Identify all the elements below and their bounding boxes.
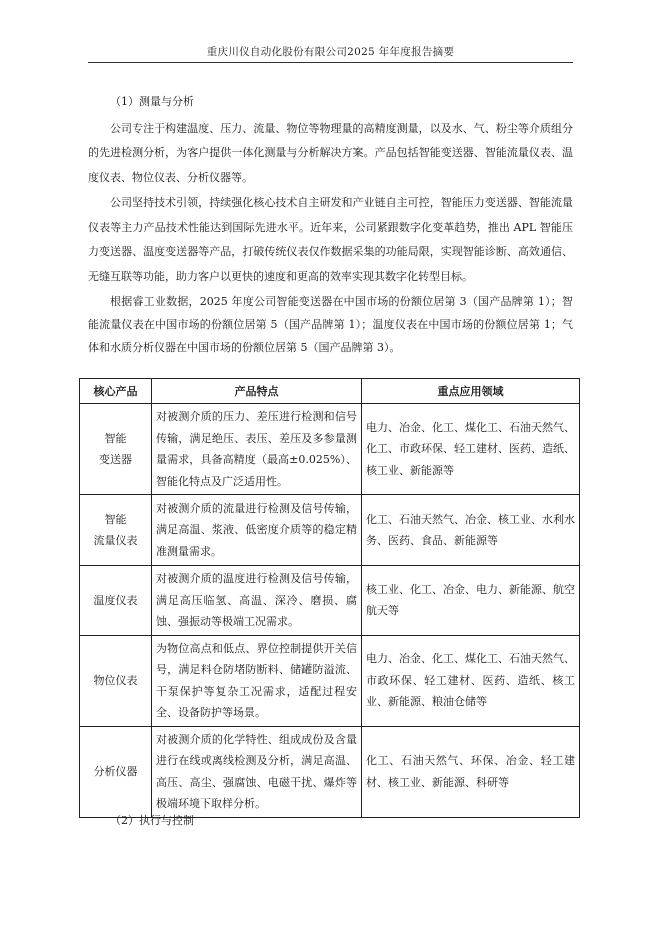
table-row <box>80 404 580 495</box>
column-header-product: 核心产品 <box>80 379 152 404</box>
product-features-cell: 对被测介质的化学特性、组成成份及含量进行在线或离线检测及分析，满足高温、高压、高尘、强腐蚀、电磁干扰、爆炸等极端环境下取样分析。 <box>152 726 362 817</box>
product-name-cell <box>80 404 152 495</box>
product-name: 智能 流量仪表 <box>93 512 138 547</box>
product-features-cell: 为物位高点和低点、界位控制提供开关信号，满足料仓防堵防断料、储罐防溢流、干泵保护等复杂工况需求，适配过程安全、设备防护等场景。 <box>152 635 362 726</box>
table-row <box>80 635 580 726</box>
paragraph-market-share: 根据睿工业数据，2025 年度公司智能变送器在中国市场的份额位居第 3（国产品牌第 1）；智能流量仪表在中国市场的份额位居第 5（国产品牌第 1）；温度仪表在中国市场的份额位居第 1；气体和水质分析仪器在中国市场的份额位居第 5（国产品牌第 3）。 <box>88 295 573 354</box>
product-name-cell <box>80 566 152 636</box>
paragraph-intro: 公司专注于构建温度、压力、流量、物位等物理量的高精度测量，以及水、气、粉尘等介质组分的先进检测分析，为客户提供一体化测量与分析解决方案。产品包括智能变送器、智能流量仪表、温度仪表、物位仪表、分析仪器等。 <box>88 121 573 184</box>
product-applications-cell: 化工、石油天然气、环保、冶金、轻工建材、核工业、新能源、科研等 <box>362 726 580 817</box>
header-divider <box>88 62 573 63</box>
table-row <box>80 495 580 566</box>
section-heading-measurement: （1）测量与分析 <box>110 95 194 108</box>
column-header-applications: 重点应用领域 <box>362 379 580 404</box>
product-name: 分析仪器 <box>93 764 138 778</box>
product-applications-cell: 化工、石油天然气、冶金、核工业、水利水务、医药、食品、新能源等 <box>362 495 580 566</box>
product-name: 智能 变送器 <box>99 431 132 466</box>
paragraph-technology: 公司坚持技术引领，持续强化核心技术自主研发和产业链自主可控，智能压力变送器、智能流量仪表等主力产品技术性能达到国际先进水平。近年来，公司紧跟数字化变革趋势，推出 APL 智能压力变送器、温度变送器等产品，打破传统仪表仅作数据采集的功能局限，实现智能诊断、高效通信、无缝互联等功能，助力客户以更快的速度和更高的效率实现其数字化转型目标。 <box>88 196 573 283</box>
table-header-row <box>80 379 580 404</box>
section-heading-execution-control: （2）执行与控制 <box>110 814 194 827</box>
product-name-cell <box>80 495 152 566</box>
product-features-cell: 对被测介质的流量进行检测及信号传输，满足高温、浆液、低密度介质等的稳定精准测量需求。 <box>152 495 362 566</box>
product-features-cell: 对被测介质的温度进行检测及信号传输，满足高压临氢、高温、深冷、磨损、腐蚀、强振动等极端工况需求。 <box>152 566 362 636</box>
product-name-cell <box>80 726 152 817</box>
column-header-features: 产品特点 <box>152 379 362 404</box>
product-applications-cell: 核工业、化工、冶金、电力、新能源、航空航天等 <box>362 566 580 636</box>
table-row <box>80 726 580 817</box>
core-products-table <box>79 378 580 818</box>
page-header: 重庆川仪自动化股份有限公司2025 年年度报告摘要 <box>206 46 455 58</box>
table-row <box>80 566 580 636</box>
section-measurement <box>88 90 573 359</box>
product-name: 物位仪表 <box>93 673 138 687</box>
product-features-cell: 对被测介质的压力、差压进行检测和信号传输，满足绝压、表压、差压及多参量测量需求，具备高精度（最高±0.025%）、智能化特点及广泛适用性。 <box>152 404 362 495</box>
product-name-cell <box>80 635 152 726</box>
product-applications-cell: 电力、冶金、化工、煤化工、石油天然气、化工、市政环保、轻工建材、医药、造纸、核工业、新能源等 <box>362 404 580 495</box>
product-applications-cell: 电力、冶金、化工、煤化工、石油天然气、市政环保、轻工建材、医药、造纸、核工业、新能源、粮油仓储等 <box>362 635 580 726</box>
product-name: 温度仪表 <box>93 593 138 607</box>
